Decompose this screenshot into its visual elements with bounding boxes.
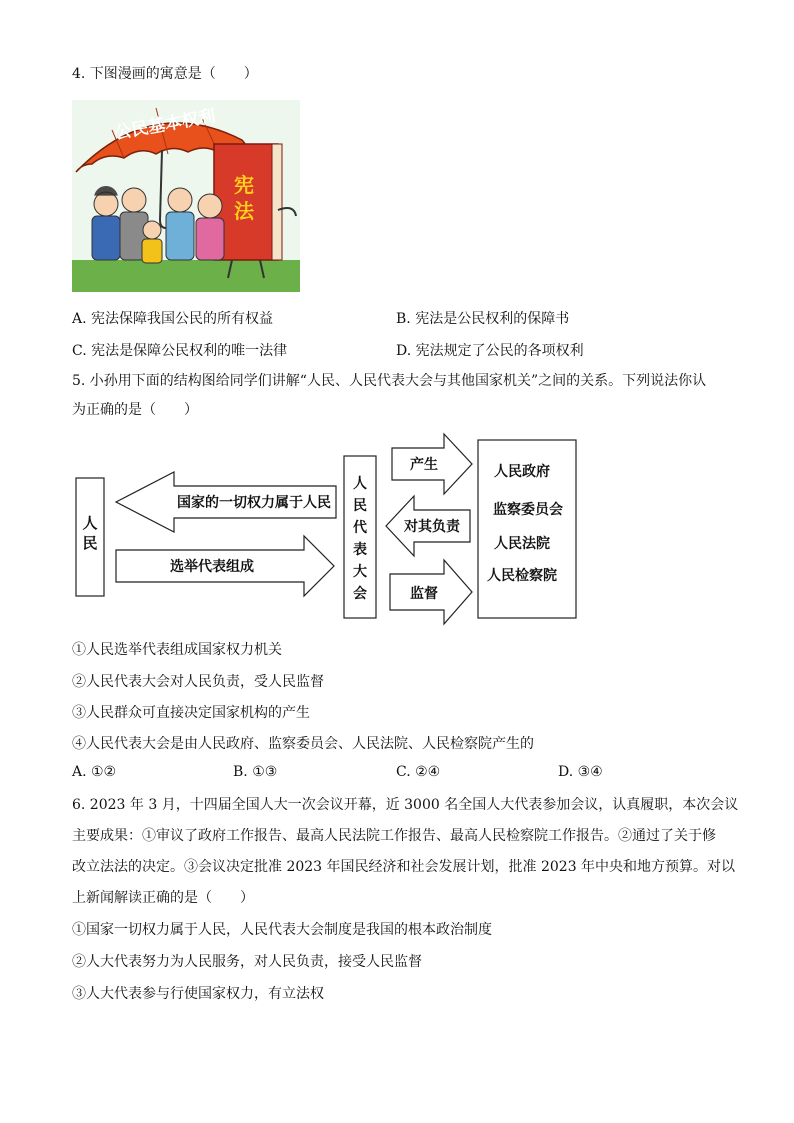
- q5-statement-2: ②人民代表大会对人民负责，受人民监督: [72, 674, 324, 690]
- congress-char: 人: [353, 476, 367, 492]
- q6-line-2: 主要成果：①审议了政府工作报告、最高人民法院工作报告、最高人民检察院工作报告。②通过了关于修: [72, 828, 716, 844]
- q6-line-1: 6. 2023 年 3 月，十四届全国人大一次会议开幕，近 3000 名全国人大代表参加会议，认真履职，本次会议: [72, 797, 739, 813]
- arrow-power-label: 国家的一切权力属于人民: [177, 495, 331, 511]
- q6-statement-3: ③人大代表参与行使国家权力，有立法权: [72, 986, 324, 1002]
- book-char-1: 宪: [234, 173, 254, 197]
- congress-char: 会: [353, 586, 367, 602]
- organ-government: 人民政府: [494, 464, 550, 480]
- q5-option-c: C. ②④: [396, 764, 441, 780]
- q5-statement-4: ④人民代表大会是由人民政府、监察委员会、人民法院、人民检察院产生的: [72, 736, 534, 752]
- q5-stem-line1: 5. 小孙用下面的结构图给同学们讲解“人民、人民代表大会与其他国家机关”之间的关系。下列说法你认: [72, 373, 707, 389]
- umbrella-label: 公民基本权利: [113, 106, 218, 144]
- arrow-produce-label: 产生: [410, 457, 438, 473]
- q6-line-3: 改立法法的决定。③会议决定批准 2023 年国民经济和社会发展计划，批准 2023 年中央和地方预算。对以: [72, 859, 736, 875]
- congress-char: 民: [353, 498, 367, 514]
- congress-char: 表: [353, 542, 367, 558]
- constitution-umbrella-cartoon: [72, 100, 300, 292]
- q4-option-c: C. 宪法是保障公民权利的唯一法律: [72, 343, 288, 359]
- arrow-elect-label: 选举代表组成: [170, 559, 254, 575]
- people-char-1: 人: [82, 514, 98, 532]
- q4-option-d: D. 宪法规定了公民的各项权利: [396, 343, 584, 359]
- book-char-2: 法: [234, 199, 254, 223]
- organ-supervisory-commission: 监察委员会: [493, 502, 563, 518]
- q4-stem: 4. 下图漫画的寓意是（ ）: [72, 66, 258, 82]
- arrow-responsible-label: 对其负责: [404, 519, 460, 535]
- people-char-2: 民: [82, 534, 98, 552]
- congress-char: 代: [353, 520, 367, 536]
- organ-procuratorate: 人民检察院: [487, 568, 557, 584]
- q6-statement-2: ②人大代表努力为人民服务，对人民负责，接受人民监督: [72, 954, 422, 970]
- state-organ-structure-diagram: [70, 430, 590, 626]
- q4-option-b: B. 宪法是公民权利的保障书: [396, 311, 570, 327]
- organ-court: 人民法院: [494, 536, 550, 552]
- arrow-supervise-label: 监督: [410, 586, 438, 602]
- q6-statement-1: ①国家一切权力属于人民，人民代表大会制度是我国的根本政治制度: [72, 922, 492, 938]
- congress-char: 大: [353, 564, 367, 580]
- q6-line-4: 上新闻解读正确的是（ ）: [72, 890, 254, 906]
- q5-option-b: B. ①③: [233, 764, 278, 780]
- q5-statement-3: ③人民群众可直接决定国家机构的产生: [72, 705, 310, 721]
- q5-option-d: D. ③④: [558, 764, 603, 780]
- q4-option-a: A. 宪法保障我国公民的所有权益: [72, 311, 274, 327]
- q5-stem-line2: 为正确的是（ ）: [72, 402, 198, 418]
- q5-option-a: A. ①②: [72, 764, 117, 780]
- q5-statement-1: ①人民选举代表组成国家权力机关: [72, 642, 282, 658]
